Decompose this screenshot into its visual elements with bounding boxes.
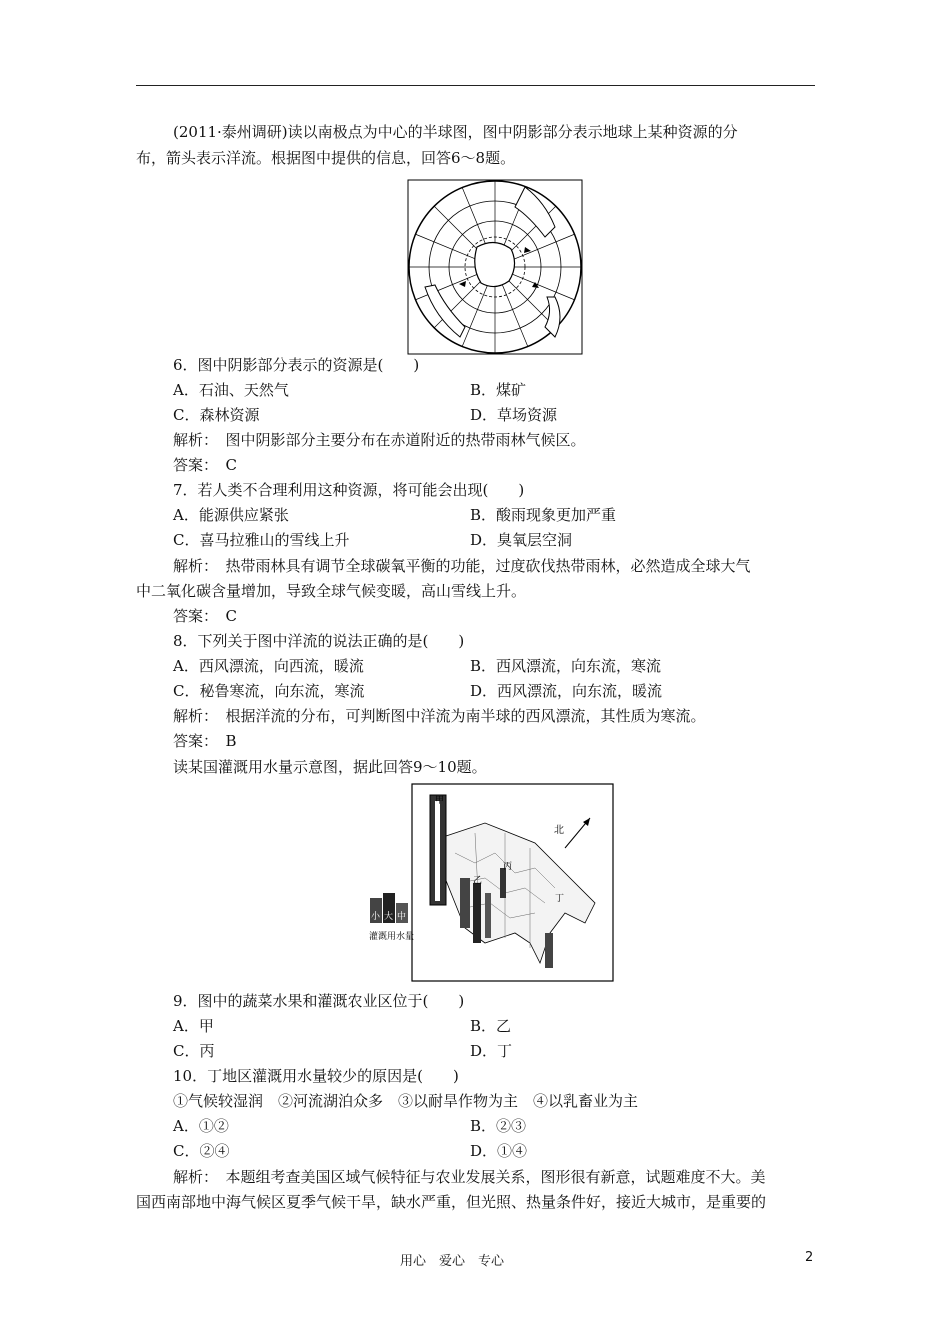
page-number: 2: [805, 1250, 814, 1265]
legend-big: 大: [384, 912, 394, 922]
q8-analysis: 解析： 根据洋流的分布，可判断图中洋流为南半球的西风漂流，其性质为寒流。: [173, 707, 706, 725]
region-jia-label: 甲: [435, 796, 445, 806]
q9-option-b: B．乙: [470, 1017, 512, 1035]
region-bing-label: 丙: [503, 862, 513, 872]
legend-caption: 灌溉用水量: [369, 932, 415, 942]
q6-analysis: 解析： 图中阴影部分主要分布在赤道附近的热带雨林气候区。: [173, 431, 586, 449]
q6-option-c: C．森林资源: [173, 406, 260, 424]
footer-motto: 用心 爱心 专心: [400, 1254, 505, 1269]
q6-option-a: A．石油、天然气: [173, 381, 289, 399]
north-label: 北: [554, 825, 564, 836]
q10-option-b: B．②③: [470, 1117, 527, 1135]
intro-line-1: (2011·泰州调研)读以南极点为中心的半球图，图中阴影部分表示地球上某种资源的分: [173, 123, 738, 141]
q9-option-a: A．甲: [173, 1017, 214, 1035]
q9-option-d: D．丁: [470, 1042, 513, 1060]
q6-option-b: B．煤矿: [470, 381, 527, 399]
irrigation-map: [365, 783, 615, 983]
q7-answer: 答案： C: [173, 607, 237, 625]
q7-option-d: D．臭氧层空洞: [470, 531, 573, 549]
legend-mid: 中: [397, 912, 407, 922]
q6-stem: 6．图中阴影部分表示的资源是( ): [173, 356, 420, 374]
q10-stem: 10．丁地区灌溉用水量较少的原因是( ): [173, 1067, 459, 1085]
header-rule: [136, 85, 815, 86]
q9-option-c: C．丙: [173, 1042, 215, 1060]
q6-answer: 答案： C: [173, 456, 237, 474]
q7-analysis-line-2: 中二氧化碳含量增加，导致全球气候变暖，高山雪线上升。: [136, 582, 527, 600]
q8-option-d: D．西风漂流，向东流，暖流: [470, 682, 663, 700]
q10-option-c: C．②④: [173, 1142, 230, 1160]
q7-stem: 7．若人类不合理利用这种资源，将可能会出现( ): [173, 481, 525, 499]
q7-option-a: A．能源供应紧张: [173, 506, 289, 524]
q8-option-c: C．秘鲁寒流，向东流，寒流: [173, 682, 365, 700]
q9-stem: 9．图中的蔬菜水果和灌溉农业区位于( ): [173, 992, 465, 1010]
q6-option-d: D．草场资源: [470, 406, 558, 424]
q10-analysis-line-2: 国西南部地中海气候区夏季气候干旱，缺水严重，但光照、热量条件好，接近大城市，是重要的: [136, 1193, 767, 1211]
q7-option-c: C．喜马拉雅山的雪线上升: [173, 531, 350, 549]
q8-option-a: A．西风漂流，向西流，暖流: [173, 657, 364, 675]
south-pole-map: [405, 177, 585, 357]
q7-option-b: B．酸雨现象更加严重: [470, 506, 617, 524]
q10-analysis-line-1: 解析： 本题组考查美国区域气候特征与农业发展关系，图形很有新意，试题难度不大。美: [173, 1168, 766, 1186]
q10-choices: ①气候较湿润 ②河流湖泊众多 ③以耐旱作物为主 ④以乳畜业为主: [173, 1092, 639, 1110]
q8-stem: 8．下列关于图中洋流的说法正确的是( ): [173, 632, 465, 650]
q10-option-d: D．①④: [470, 1142, 528, 1160]
intro-line-2: 布，箭头表示洋流。根据图中提供的信息，回答6～8题。: [136, 149, 516, 167]
region-yi-label: 乙: [473, 876, 483, 886]
region-ding-label: 丁: [555, 894, 565, 904]
q8-option-b: B．西风漂流，向东流，寒流: [470, 657, 662, 675]
q7-analysis-line-1: 解析： 热带雨林具有调节全球碳氧平衡的功能，过度砍伐热带雨林，必然造成全球大气: [173, 557, 751, 575]
intro-2: 读某国灌溉用水量示意图，据此回答9～10题。: [173, 758, 487, 776]
q10-option-a: A．①②: [173, 1117, 229, 1135]
q8-answer: 答案： B: [173, 732, 237, 750]
legend-small: 小: [371, 912, 381, 922]
